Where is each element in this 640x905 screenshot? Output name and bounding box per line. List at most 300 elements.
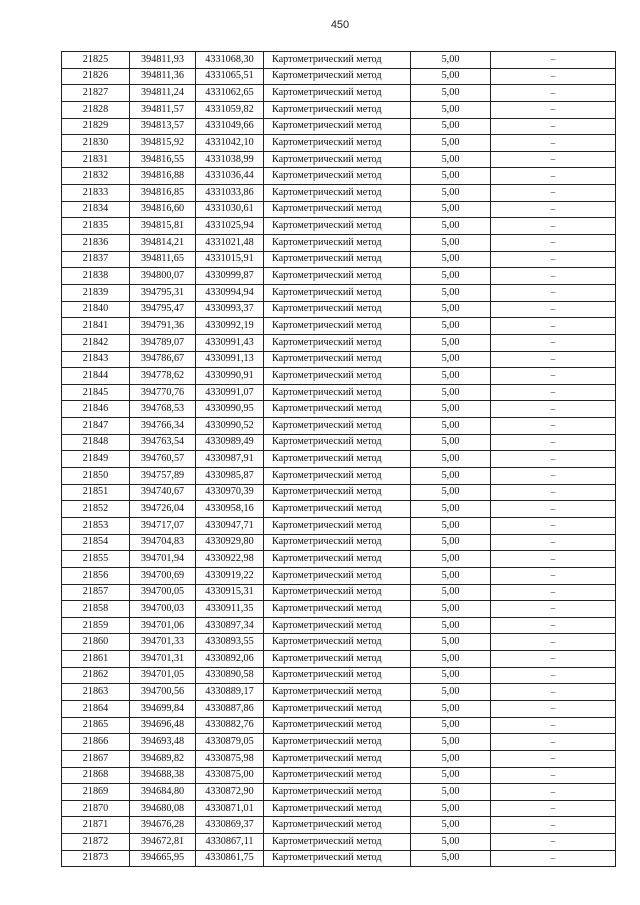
method-cell: Картометрический метод	[264, 717, 411, 734]
point-number-cell: 21830	[62, 135, 130, 152]
accuracy-cell: 5,00	[411, 517, 491, 534]
x-coordinate-cell: 394740,67	[130, 484, 196, 501]
note-cell: –	[491, 218, 616, 235]
x-coordinate-cell: 394789,07	[130, 334, 196, 351]
y-coordinate-cell: 4330861,75	[196, 850, 264, 867]
y-coordinate-cell: 4331025,94	[196, 218, 264, 235]
y-coordinate-cell: 4330987,91	[196, 451, 264, 468]
x-coordinate-cell: 394816,55	[130, 151, 196, 168]
y-coordinate-cell: 4330990,52	[196, 418, 264, 435]
accuracy-cell: 5,00	[411, 484, 491, 501]
method-cell: Картометрический метод	[264, 601, 411, 618]
x-coordinate-cell: 394700,56	[130, 684, 196, 701]
accuracy-cell: 5,00	[411, 401, 491, 418]
y-coordinate-cell: 4330992,19	[196, 318, 264, 335]
y-coordinate-cell: 4330994,94	[196, 284, 264, 301]
accuracy-cell: 5,00	[411, 418, 491, 435]
y-coordinate-cell: 4331036,44	[196, 168, 264, 185]
y-coordinate-cell: 4330991,13	[196, 351, 264, 368]
method-cell: Картометрический метод	[264, 484, 411, 501]
method-cell: Картометрический метод	[264, 151, 411, 168]
table-row	[62, 185, 616, 202]
method-cell: Картометрический метод	[264, 384, 411, 401]
x-coordinate-cell: 394726,04	[130, 501, 196, 518]
y-coordinate-cell: 4330947,71	[196, 517, 264, 534]
table-row	[62, 284, 616, 301]
method-cell: Картометрический метод	[264, 401, 411, 418]
accuracy-cell: 5,00	[411, 750, 491, 767]
table-row	[62, 800, 616, 817]
note-cell: –	[491, 684, 616, 701]
accuracy-cell: 5,00	[411, 384, 491, 401]
y-coordinate-cell: 4331030,61	[196, 201, 264, 218]
method-cell: Картометрический метод	[264, 451, 411, 468]
method-cell: Картометрический метод	[264, 268, 411, 285]
point-number-cell: 21838	[62, 268, 130, 285]
accuracy-cell: 5,00	[411, 284, 491, 301]
table-row	[62, 617, 616, 634]
point-number-cell: 21829	[62, 118, 130, 135]
table-row	[62, 301, 616, 318]
x-coordinate-cell: 394766,34	[130, 418, 196, 435]
method-cell: Картометрический метод	[264, 185, 411, 202]
x-coordinate-cell: 394800,07	[130, 268, 196, 285]
y-coordinate-cell: 4330897,34	[196, 617, 264, 634]
accuracy-cell: 5,00	[411, 717, 491, 734]
y-coordinate-cell: 4330871,01	[196, 800, 264, 817]
method-cell: Картометрический метод	[264, 135, 411, 152]
x-coordinate-cell: 394680,08	[130, 800, 196, 817]
note-cell: –	[491, 667, 616, 684]
note-cell: –	[491, 168, 616, 185]
table-row	[62, 235, 616, 252]
point-number-cell: 21858	[62, 601, 130, 618]
note-cell: –	[491, 651, 616, 668]
point-number-cell: 21863	[62, 684, 130, 701]
y-coordinate-cell: 4330970,39	[196, 484, 264, 501]
x-coordinate-cell: 394786,67	[130, 351, 196, 368]
note-cell: –	[491, 567, 616, 584]
note-cell: –	[491, 617, 616, 634]
note-cell: –	[491, 451, 616, 468]
note-cell: –	[491, 401, 616, 418]
note-cell: –	[491, 52, 616, 69]
table-row	[62, 684, 616, 701]
note-cell: –	[491, 501, 616, 518]
table-row	[62, 850, 616, 867]
point-number-cell: 21832	[62, 168, 130, 185]
method-cell: Картометрический метод	[264, 235, 411, 252]
x-coordinate-cell: 394770,76	[130, 384, 196, 401]
note-cell: –	[491, 517, 616, 534]
method-cell: Картометрический метод	[264, 767, 411, 784]
note-cell: –	[491, 601, 616, 618]
y-coordinate-cell: 4330991,07	[196, 384, 264, 401]
y-coordinate-cell: 4331049,66	[196, 118, 264, 135]
y-coordinate-cell: 4330989,49	[196, 434, 264, 451]
y-coordinate-cell: 4330879,05	[196, 734, 264, 751]
x-coordinate-cell: 394684,80	[130, 784, 196, 801]
table-row	[62, 68, 616, 85]
method-cell: Картометрический метод	[264, 784, 411, 801]
coordinates-table	[61, 51, 616, 867]
x-coordinate-cell: 394700,05	[130, 584, 196, 601]
method-cell: Картометрический метод	[264, 201, 411, 218]
point-number-cell: 21826	[62, 68, 130, 85]
accuracy-cell: 5,00	[411, 301, 491, 318]
method-cell: Картометрический метод	[264, 351, 411, 368]
note-cell: –	[491, 534, 616, 551]
y-coordinate-cell: 4330875,00	[196, 767, 264, 784]
x-coordinate-cell: 394813,57	[130, 118, 196, 135]
point-number-cell: 21855	[62, 551, 130, 568]
y-coordinate-cell: 4330929,80	[196, 534, 264, 551]
y-coordinate-cell: 4331042,10	[196, 135, 264, 152]
accuracy-cell: 5,00	[411, 551, 491, 568]
table-row	[62, 717, 616, 734]
y-coordinate-cell: 4330893,55	[196, 634, 264, 651]
x-coordinate-cell: 394795,47	[130, 301, 196, 318]
table-row	[62, 318, 616, 335]
point-number-cell: 21870	[62, 800, 130, 817]
table-row	[62, 517, 616, 534]
accuracy-cell: 5,00	[411, 667, 491, 684]
accuracy-cell: 5,00	[411, 268, 491, 285]
y-coordinate-cell: 4331021,48	[196, 235, 264, 252]
y-coordinate-cell: 4330990,91	[196, 368, 264, 385]
table-row	[62, 368, 616, 385]
x-coordinate-cell: 394816,85	[130, 185, 196, 202]
method-cell: Картометрический метод	[264, 750, 411, 767]
table-row	[62, 218, 616, 235]
point-number-cell: 21857	[62, 584, 130, 601]
x-coordinate-cell: 394717,07	[130, 517, 196, 534]
y-coordinate-cell: 4330887,86	[196, 700, 264, 717]
point-number-cell: 21864	[62, 700, 130, 717]
method-cell: Картометрический метод	[264, 118, 411, 135]
x-coordinate-cell: 394811,24	[130, 85, 196, 102]
table-row	[62, 451, 616, 468]
note-cell: –	[491, 750, 616, 767]
table-row	[62, 85, 616, 102]
point-number-cell: 21853	[62, 517, 130, 534]
accuracy-cell: 5,00	[411, 451, 491, 468]
table-row	[62, 201, 616, 218]
method-cell: Картометрический метод	[264, 534, 411, 551]
y-coordinate-cell: 4330882,76	[196, 717, 264, 734]
method-cell: Картометрический метод	[264, 468, 411, 485]
x-coordinate-cell: 394778,62	[130, 368, 196, 385]
table-row	[62, 384, 616, 401]
table-row	[62, 700, 616, 717]
note-cell: –	[491, 268, 616, 285]
table-row	[62, 784, 616, 801]
point-number-cell: 21831	[62, 151, 130, 168]
table-row	[62, 584, 616, 601]
point-number-cell: 21839	[62, 284, 130, 301]
table-row	[62, 401, 616, 418]
x-coordinate-cell: 394676,28	[130, 817, 196, 834]
accuracy-cell: 5,00	[411, 151, 491, 168]
x-coordinate-cell: 394701,33	[130, 634, 196, 651]
point-number-cell: 21865	[62, 717, 130, 734]
x-coordinate-cell: 394768,53	[130, 401, 196, 418]
point-number-cell: 21868	[62, 767, 130, 784]
accuracy-cell: 5,00	[411, 617, 491, 634]
note-cell: –	[491, 484, 616, 501]
y-coordinate-cell: 4331065,51	[196, 68, 264, 85]
accuracy-cell: 5,00	[411, 634, 491, 651]
accuracy-cell: 5,00	[411, 235, 491, 252]
y-coordinate-cell: 4330867,11	[196, 834, 264, 851]
point-number-cell: 21848	[62, 434, 130, 451]
note-cell: –	[491, 118, 616, 135]
x-coordinate-cell: 394795,31	[130, 284, 196, 301]
method-cell: Картометрический метод	[264, 101, 411, 118]
method-cell: Картометрический метод	[264, 284, 411, 301]
x-coordinate-cell: 394699,84	[130, 700, 196, 717]
accuracy-cell: 5,00	[411, 85, 491, 102]
accuracy-cell: 5,00	[411, 767, 491, 784]
x-coordinate-cell: 394696,48	[130, 717, 196, 734]
note-cell: –	[491, 334, 616, 351]
table-row	[62, 601, 616, 618]
accuracy-cell: 5,00	[411, 817, 491, 834]
point-number-cell: 21834	[62, 201, 130, 218]
method-cell: Картометрический метод	[264, 418, 411, 435]
accuracy-cell: 5,00	[411, 101, 491, 118]
y-coordinate-cell: 4330922,98	[196, 551, 264, 568]
note-cell: –	[491, 817, 616, 834]
note-cell: –	[491, 151, 616, 168]
y-coordinate-cell: 4331068,30	[196, 52, 264, 69]
point-number-cell: 21861	[62, 651, 130, 668]
x-coordinate-cell: 394811,57	[130, 101, 196, 118]
accuracy-cell: 5,00	[411, 651, 491, 668]
point-number-cell: 21849	[62, 451, 130, 468]
note-cell: –	[491, 201, 616, 218]
x-coordinate-cell: 394688,38	[130, 767, 196, 784]
method-cell: Картометрический метод	[264, 68, 411, 85]
accuracy-cell: 5,00	[411, 201, 491, 218]
x-coordinate-cell: 394693,48	[130, 734, 196, 751]
note-cell: –	[491, 185, 616, 202]
accuracy-cell: 5,00	[411, 185, 491, 202]
x-coordinate-cell: 394811,65	[130, 251, 196, 268]
note-cell: –	[491, 850, 616, 867]
method-cell: Картометрический метод	[264, 368, 411, 385]
table-row	[62, 651, 616, 668]
method-cell: Картометрический метод	[264, 434, 411, 451]
y-coordinate-cell: 4330958,16	[196, 501, 264, 518]
accuracy-cell: 5,00	[411, 468, 491, 485]
table-row	[62, 118, 616, 135]
y-coordinate-cell: 4330915,31	[196, 584, 264, 601]
note-cell: –	[491, 101, 616, 118]
note-cell: –	[491, 551, 616, 568]
method-cell: Картометрический метод	[264, 734, 411, 751]
note-cell: –	[491, 318, 616, 335]
y-coordinate-cell: 4330875,98	[196, 750, 264, 767]
note-cell: –	[491, 418, 616, 435]
accuracy-cell: 5,00	[411, 351, 491, 368]
note-cell: –	[491, 784, 616, 801]
note-cell: –	[491, 717, 616, 734]
accuracy-cell: 5,00	[411, 334, 491, 351]
y-coordinate-cell: 4331015,91	[196, 251, 264, 268]
accuracy-cell: 5,00	[411, 68, 491, 85]
x-coordinate-cell: 394700,69	[130, 567, 196, 584]
x-coordinate-cell: 394811,36	[130, 68, 196, 85]
table-row	[62, 434, 616, 451]
note-cell: –	[491, 384, 616, 401]
note-cell: –	[491, 834, 616, 851]
method-cell: Картометрический метод	[264, 218, 411, 235]
accuracy-cell: 5,00	[411, 684, 491, 701]
accuracy-cell: 5,00	[411, 368, 491, 385]
accuracy-cell: 5,00	[411, 135, 491, 152]
table-row	[62, 534, 616, 551]
x-coordinate-cell: 394816,60	[130, 201, 196, 218]
table-row	[62, 151, 616, 168]
x-coordinate-cell: 394815,81	[130, 218, 196, 235]
x-coordinate-cell: 394701,31	[130, 651, 196, 668]
table-row	[62, 734, 616, 751]
point-number-cell: 21850	[62, 468, 130, 485]
page-number: 450	[330, 19, 350, 31]
y-coordinate-cell: 4330911,35	[196, 601, 264, 618]
method-cell: Картометрический метод	[264, 584, 411, 601]
method-cell: Картометрический метод	[264, 567, 411, 584]
x-coordinate-cell: 394689,82	[130, 750, 196, 767]
point-number-cell: 21856	[62, 567, 130, 584]
point-number-cell: 21872	[62, 834, 130, 851]
accuracy-cell: 5,00	[411, 800, 491, 817]
point-number-cell: 21844	[62, 368, 130, 385]
note-cell: –	[491, 68, 616, 85]
x-coordinate-cell: 394701,05	[130, 667, 196, 684]
accuracy-cell: 5,00	[411, 734, 491, 751]
x-coordinate-cell: 394701,94	[130, 551, 196, 568]
method-cell: Картометрический метод	[264, 168, 411, 185]
note-cell: –	[491, 235, 616, 252]
table-row	[62, 168, 616, 185]
method-cell: Картометрический метод	[264, 850, 411, 867]
accuracy-cell: 5,00	[411, 118, 491, 135]
note-cell: –	[491, 251, 616, 268]
point-number-cell: 21840	[62, 301, 130, 318]
point-number-cell: 21873	[62, 850, 130, 867]
method-cell: Картометрический метод	[264, 651, 411, 668]
y-coordinate-cell: 4330892,06	[196, 651, 264, 668]
table-row	[62, 501, 616, 518]
note-cell: –	[491, 734, 616, 751]
y-coordinate-cell: 4331059,82	[196, 101, 264, 118]
x-coordinate-cell: 394665,95	[130, 850, 196, 867]
method-cell: Картометрический метод	[264, 800, 411, 817]
method-cell: Картометрический метод	[264, 85, 411, 102]
accuracy-cell: 5,00	[411, 534, 491, 551]
table-row	[62, 634, 616, 651]
x-coordinate-cell: 394672,81	[130, 834, 196, 851]
method-cell: Картометрический метод	[264, 834, 411, 851]
note-cell: –	[491, 351, 616, 368]
point-number-cell: 21841	[62, 318, 130, 335]
table-row	[62, 667, 616, 684]
accuracy-cell: 5,00	[411, 850, 491, 867]
y-coordinate-cell: 4330890,58	[196, 667, 264, 684]
table-row	[62, 817, 616, 834]
table-row	[62, 101, 616, 118]
table-row	[62, 750, 616, 767]
accuracy-cell: 5,00	[411, 501, 491, 518]
y-coordinate-cell: 4331062,65	[196, 85, 264, 102]
table-row	[62, 834, 616, 851]
table-row	[62, 567, 616, 584]
accuracy-cell: 5,00	[411, 834, 491, 851]
y-coordinate-cell: 4330991,43	[196, 334, 264, 351]
point-number-cell: 21835	[62, 218, 130, 235]
accuracy-cell: 5,00	[411, 784, 491, 801]
point-number-cell: 21859	[62, 617, 130, 634]
point-number-cell: 21867	[62, 750, 130, 767]
point-number-cell: 21860	[62, 634, 130, 651]
method-cell: Картометрический метод	[264, 501, 411, 518]
note-cell: –	[491, 634, 616, 651]
point-number-cell: 21837	[62, 251, 130, 268]
note-cell: –	[491, 584, 616, 601]
method-cell: Картометрический метод	[264, 634, 411, 651]
accuracy-cell: 5,00	[411, 52, 491, 69]
accuracy-cell: 5,00	[411, 168, 491, 185]
y-coordinate-cell: 4330869,37	[196, 817, 264, 834]
method-cell: Картометрический метод	[264, 551, 411, 568]
x-coordinate-cell: 394814,21	[130, 235, 196, 252]
accuracy-cell: 5,00	[411, 218, 491, 235]
method-cell: Картометрический метод	[264, 52, 411, 69]
note-cell: –	[491, 700, 616, 717]
x-coordinate-cell: 394763,54	[130, 434, 196, 451]
y-coordinate-cell: 4330919,22	[196, 567, 264, 584]
accuracy-cell: 5,00	[411, 434, 491, 451]
table-row	[62, 468, 616, 485]
point-number-cell: 21827	[62, 85, 130, 102]
method-cell: Картометрический метод	[264, 617, 411, 634]
point-number-cell: 21847	[62, 418, 130, 435]
point-number-cell: 21862	[62, 667, 130, 684]
note-cell: –	[491, 301, 616, 318]
table-row	[62, 351, 616, 368]
table-row	[62, 484, 616, 501]
x-coordinate-cell: 394816,88	[130, 168, 196, 185]
y-coordinate-cell: 4330889,17	[196, 684, 264, 701]
x-coordinate-cell: 394811,93	[130, 52, 196, 69]
table-row	[62, 251, 616, 268]
y-coordinate-cell: 4331038,99	[196, 151, 264, 168]
x-coordinate-cell: 394704,83	[130, 534, 196, 551]
note-cell: –	[491, 135, 616, 152]
accuracy-cell: 5,00	[411, 700, 491, 717]
method-cell: Картометрический метод	[264, 334, 411, 351]
point-number-cell: 21852	[62, 501, 130, 518]
method-cell: Картометрический метод	[264, 667, 411, 684]
table-row	[62, 418, 616, 435]
table-row	[62, 767, 616, 784]
accuracy-cell: 5,00	[411, 318, 491, 335]
point-number-cell: 21833	[62, 185, 130, 202]
accuracy-cell: 5,00	[411, 584, 491, 601]
y-coordinate-cell: 4330872,90	[196, 784, 264, 801]
